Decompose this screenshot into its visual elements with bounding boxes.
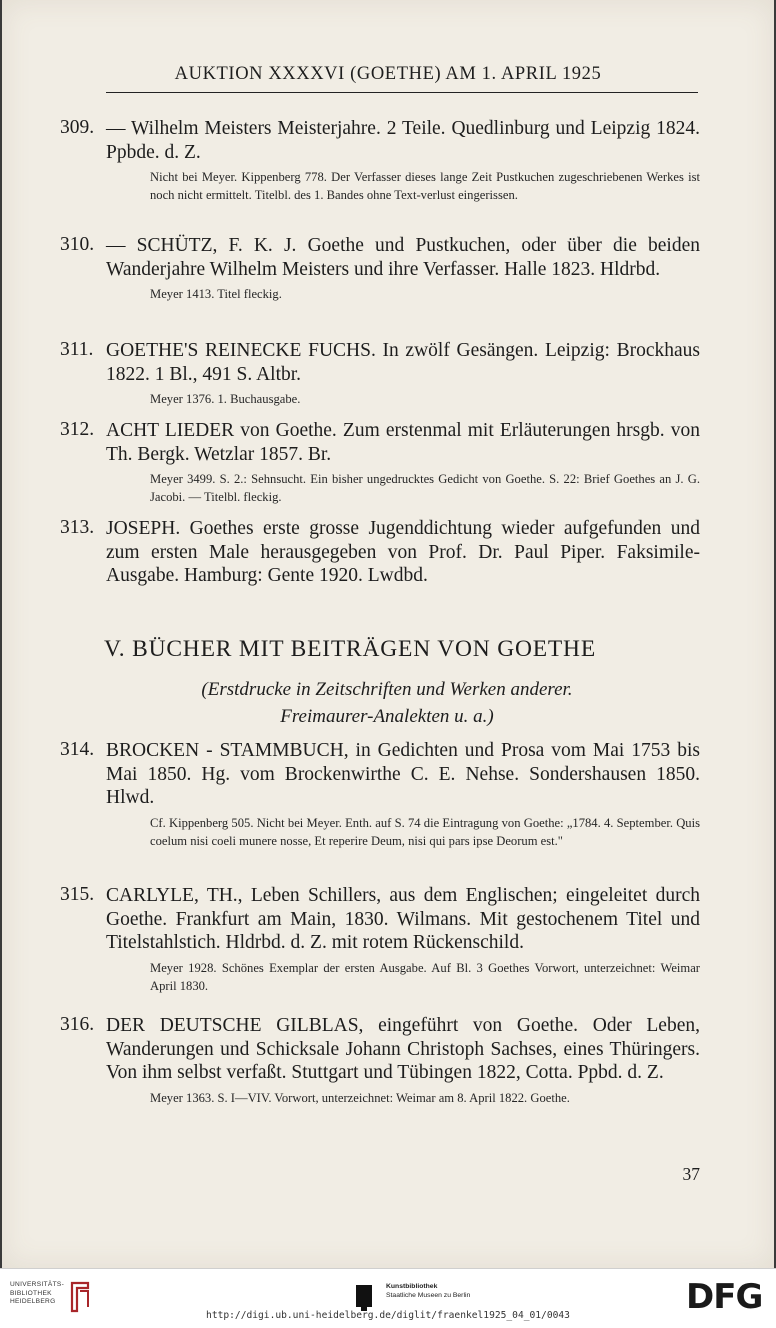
entry-number: 313. (60, 517, 95, 538)
entry-number: 311. (60, 339, 94, 360)
catalog-entry-309 (60, 117, 700, 204)
catalog-entry-313 (60, 517, 700, 588)
section-subtitle-line: Freimaurer-Analekten u. a.) (280, 706, 494, 727)
entry-note: Meyer 1413. Titel fleckig. (150, 287, 282, 301)
entry-note: Meyer 1928. Schönes Exemplar der ersten Ausgabe. Auf Bl. 3 Goethes Vorwort, unterzeichnet: Weimar April 1830. (150, 960, 700, 993)
entry-number: 315. (60, 884, 95, 905)
entry-note: Meyer 1363. S. I—VIV. Vorwort, unterzeichnet: Weimar am 8. April 1822. Goethe. (150, 1090, 570, 1105)
section-subtitle-line: (Erstdrucke in Zeitschriften und Werken anderer. (201, 679, 573, 700)
catalog-entry-314 (60, 739, 700, 850)
catalog-entry-310 (60, 234, 700, 303)
section-title: V. BÜCHER MIT BEITRÄGEN VON GOETHE (104, 636, 596, 662)
entry-number: 314. (60, 739, 95, 760)
page-number: 37 (682, 1164, 700, 1184)
entry-text: GOETHE'S REINECKE FUCHS. In zwölf Gesängen. Leipzig: Brockhaus 1822. 1 Bl., 491 S. Altbr. (106, 340, 700, 385)
entry-text: — Wilhelm Meisters Meisterjahre. 2 Teile. Quedlinburg und Leipzig 1824. Ppbde. d. Z. (106, 118, 700, 163)
dfg-logo: DFG (686, 1277, 763, 1317)
permalink-url[interactable]: http://digi.ub.uni-heidelberg.de/diglit/fraenkel1925_04_01/0043 (206, 1310, 570, 1321)
entry-note: Nicht bei Meyer. Kippenberg 778. Der Verfasser dieses lange Zeit Pustkuchen zugeschriebenen Werkes ist noch nicht ermittelt. Titelbl. des 1. Bandes ohne Text-verlust eingerissen. (150, 170, 700, 202)
entry-note: Meyer 3499. S. 2.: Sehnsucht. Ein bisher ungedrucktes Gedicht von Goethe. S. 22: Brief Goethes an J. G. Jacobi. — Titelbl. fleckig. (150, 472, 700, 504)
entry-text: — SCHÜTZ, F. K. J. Goethe und Pustkuchen, oder über die beiden Wanderjahre Wilhelm Meisters und ihre Verfasser. Halle 1823. Hldrbd. (106, 235, 700, 280)
library-subtitle: Staatliche Museen zu Berlin (386, 1292, 471, 1299)
entry-number: 312. (60, 419, 95, 440)
document-page (2, 0, 774, 1268)
catalog-entry-312 (60, 419, 700, 506)
viewer-footer (0, 1268, 776, 1328)
kunstbibliothek-logo-icon (352, 1281, 378, 1313)
entry-note: Cf. Kippenberg 505. Nicht bei Meyer. Enth. auf S. 74 die Eintragung von Goethe: „1784. 4. September. Quis coelum nisi coeli munere nosse, Et reperire Deum, nisi qui pars ipse Deorum est." (150, 815, 700, 848)
running-header: AUKTION XXXXVI (GOETHE) AM 1. APRIL 1925 (174, 64, 602, 84)
catalog-entry-315 (60, 884, 700, 995)
catalog-entry-316 (60, 1014, 700, 1107)
library-name: Kunstbibliothek (386, 1283, 438, 1290)
entry-number: 309. (60, 117, 95, 138)
entry-number: 310. (60, 234, 95, 255)
entry-text: DER DEUTSCHE GILBLAS, eingeführt von Goethe. Oder Leben, Wanderungen und Schicksale Johann Christoph Sachses, eines Thüringers. Von ihm selbst verfaßt. Stuttgart und Tübingen 1822, Cotta. Ppbd. d. Z. (106, 1015, 700, 1083)
university-library-label: UNIVERSITÄTS- BIBLIOTHEK HEIDELBERG (10, 1281, 65, 1305)
catalog-entry-311 (60, 339, 700, 408)
entry-text: BROCKEN - STAMMBUCH, in Gedichten und Prosa vom Mai 1753 bis Mai 1850. Hg. vom Brockenwirthe C. E. Nehse. Sondershausen 1850. Hlwd. (106, 740, 700, 808)
kunstbibliothek-label (386, 1282, 470, 1300)
entry-note: Meyer 1376. 1. Buchausgabe. (150, 392, 301, 406)
entry-text: CARLYLE, TH., Leben Schillers, aus dem Englischen; eingeleitet durch Goethe. Frankfurt am Main, 1830. Wilmans. Mit gestochenem Titel und Titelstahlstich. Hldrbd. d. Z. mit rotem Rückenschild. (106, 885, 700, 953)
entry-text: ACHT LIEDER von Goethe. Zum erstenmal mit Erläuterungen hrsgb. von Th. Bergk. Wetzlar 1857. Br. (106, 420, 700, 465)
section-subtitle (62, 676, 712, 730)
entry-number: 316. (60, 1014, 95, 1035)
entry-text: JOSEPH. Goethes erste grosse Jugenddichtung wieder aufgefunden und zum ersten Male herausgegeben von Prof. Dr. Paul Piper. Faksimile-Ausgabe. Hamburg: Gente 1920. Lwdbd. (106, 518, 700, 586)
header-rule (106, 92, 698, 93)
